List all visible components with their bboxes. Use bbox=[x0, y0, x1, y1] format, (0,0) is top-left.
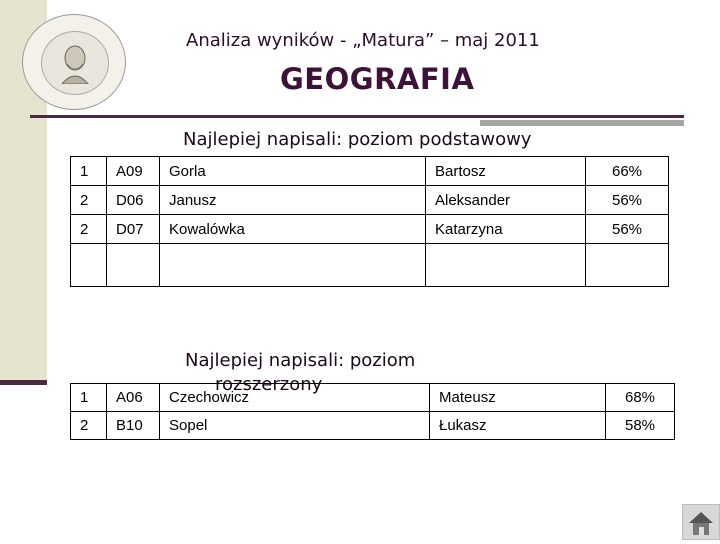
score-cell: 56% bbox=[586, 186, 669, 215]
surname-cell: Gorla bbox=[160, 157, 426, 186]
empty-cell bbox=[586, 244, 669, 287]
rank-cell: 2 bbox=[71, 412, 107, 440]
header-divider bbox=[30, 115, 684, 118]
empty-cell bbox=[160, 244, 426, 287]
section-basic-title: Najlepiej napisali: poziom podstawowy bbox=[183, 129, 532, 150]
table-row bbox=[71, 384, 675, 412]
rank-cell: 2 bbox=[71, 215, 107, 244]
score-cell: 66% bbox=[586, 157, 669, 186]
score-cell: 56% bbox=[586, 215, 669, 244]
table-row bbox=[71, 157, 669, 186]
page-title: Analiza wyników - „Matura” – maj 2011 bbox=[186, 30, 540, 51]
house-icon bbox=[683, 505, 719, 539]
empty-cell bbox=[426, 244, 586, 287]
code-cell: B10 bbox=[107, 412, 160, 440]
rank-cell: 2 bbox=[71, 186, 107, 215]
basic-results-table bbox=[70, 156, 669, 287]
name-cell: Katarzyna bbox=[426, 215, 586, 244]
code-cell: D07 bbox=[107, 215, 160, 244]
surname-cell: Czechowicz bbox=[160, 384, 430, 412]
extended-results-table bbox=[70, 383, 675, 440]
header-divider-shadow bbox=[480, 120, 684, 126]
portrait-icon bbox=[56, 42, 94, 84]
score-cell: 68% bbox=[606, 384, 675, 412]
name-cell: Aleksander bbox=[426, 186, 586, 215]
surname-cell: Sopel bbox=[160, 412, 430, 440]
name-cell: Bartosz bbox=[426, 157, 586, 186]
surname-cell: Janusz bbox=[160, 186, 426, 215]
table-row-empty bbox=[71, 244, 669, 287]
home-nav-icon[interactable] bbox=[682, 504, 720, 540]
code-cell: D06 bbox=[107, 186, 160, 215]
rank-cell: 1 bbox=[71, 384, 107, 412]
empty-cell bbox=[71, 244, 107, 287]
subject-title: GEOGRAFIA bbox=[280, 62, 475, 96]
name-cell: Łukasz bbox=[430, 412, 606, 440]
code-cell: A09 bbox=[107, 157, 160, 186]
seal-portrait bbox=[41, 31, 109, 95]
empty-cell bbox=[107, 244, 160, 287]
rank-cell: 1 bbox=[71, 157, 107, 186]
section-extended-title-line1: Najlepiej napisali: poziom bbox=[185, 350, 416, 371]
name-cell: Mateusz bbox=[430, 384, 606, 412]
table-row bbox=[71, 215, 669, 244]
section-extended-title-line2: rozszerzony bbox=[215, 374, 323, 395]
table-row bbox=[71, 186, 669, 215]
sidebar-divider bbox=[0, 380, 47, 385]
table-row bbox=[71, 412, 675, 440]
surname-cell: Kowalówka bbox=[160, 215, 426, 244]
code-cell: A06 bbox=[107, 384, 160, 412]
score-cell: 58% bbox=[606, 412, 675, 440]
school-seal-icon bbox=[22, 14, 126, 110]
